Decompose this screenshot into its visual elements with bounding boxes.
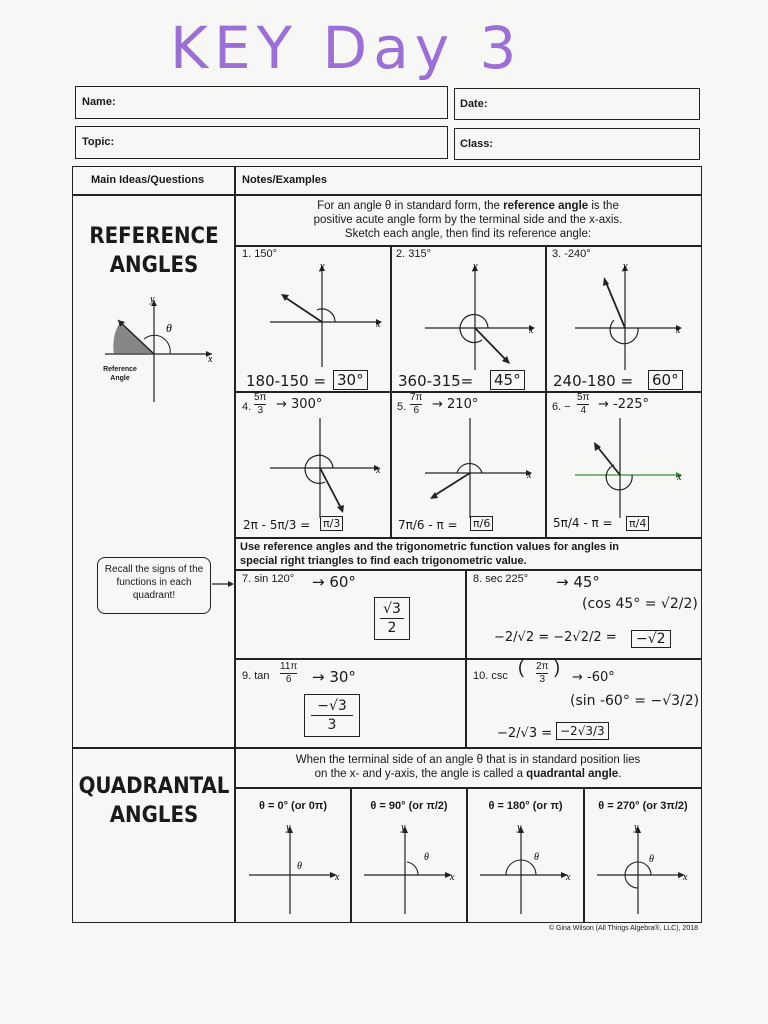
name-field[interactable] xyxy=(75,86,448,119)
svg-text:θ: θ xyxy=(424,852,429,863)
svg-text:θ: θ xyxy=(534,852,539,863)
quadrantal-90-label: θ = 90° (or π/2) xyxy=(370,800,448,812)
problem-6-sketch xyxy=(570,415,695,520)
theta-label: θ xyxy=(166,321,172,335)
problem-1-answer: 30° xyxy=(333,370,368,390)
divider xyxy=(235,245,701,247)
problem-7-answer: √3 2 xyxy=(374,597,410,640)
quadrantal-0-diagram xyxy=(245,822,345,918)
divider xyxy=(390,245,392,537)
date-field[interactable] xyxy=(454,88,700,120)
svg-text:y: y xyxy=(623,262,628,272)
reference-angle-diagram xyxy=(100,292,220,404)
svg-text:x: x xyxy=(450,872,455,883)
svg-text:y: y xyxy=(634,822,639,833)
reference-angles-title: REFERENCE ANGLES xyxy=(89,224,219,278)
problem-5-fraction: 7π 6 xyxy=(410,392,423,416)
problem-9-answer: −√3 3 xyxy=(304,694,360,737)
handwritten-title: KEY Day 3 xyxy=(170,14,523,82)
svg-text:y: y xyxy=(517,822,522,833)
problem-4-sketch xyxy=(265,415,390,520)
problem-8-answer: −√2 xyxy=(631,630,671,648)
problem-4-fraction: 5π 3 xyxy=(254,392,267,416)
problem-9-handwriting: → 30° xyxy=(312,668,356,686)
svg-text:x: x xyxy=(376,465,381,476)
svg-text:x: x xyxy=(208,354,213,365)
trig-instruction: Use reference angles and the trigonometric function values for angles in special right triangles to find each trigonometric value. xyxy=(240,541,619,567)
problem-10-answer: −2√3/3 xyxy=(556,722,609,740)
problem-9-label: 9. tan xyxy=(242,670,270,682)
problem-5-sketch xyxy=(420,415,545,520)
problem-10-fraction: 2π 3 xyxy=(536,661,549,685)
problem-10-label: 10. csc xyxy=(473,670,508,682)
column-header-right: Notes/Examples xyxy=(242,174,327,186)
quadrantal-180-label: θ = 180° (or π) xyxy=(488,800,563,812)
class-field[interactable] xyxy=(454,128,700,160)
name-label: Name: xyxy=(82,96,116,108)
problem-2-work: 360-315= xyxy=(398,372,474,390)
svg-text:x: x xyxy=(566,872,571,883)
problem-10-handwriting-note: (sin -60° = −√3/2) xyxy=(570,693,700,709)
problem-8-handwriting: → 45° xyxy=(556,573,600,591)
svg-text:y: y xyxy=(320,262,325,272)
svg-text:x: x xyxy=(335,872,340,883)
divider xyxy=(235,658,701,660)
problem-1-work: 180-150 = xyxy=(246,372,327,390)
problem-7-label: 7. sin 120° xyxy=(242,573,295,585)
divider xyxy=(72,194,702,196)
svg-text:x: x xyxy=(677,472,682,483)
divider xyxy=(235,537,701,539)
svg-text:x: x xyxy=(529,325,534,336)
problem-4-answer: π/3 xyxy=(320,516,343,531)
divider xyxy=(72,747,702,749)
recall-note: Recall the signs of the functions in each quadrant! xyxy=(97,557,211,614)
reference-angle-caption: Reference Angle xyxy=(103,366,137,382)
problem-5-label: 5. xyxy=(397,401,407,413)
problem-3-work: 240-180 = xyxy=(553,372,634,390)
problem-6-handwriting: → -225° xyxy=(598,397,650,412)
quadrantal-270-diagram xyxy=(593,822,693,918)
column-header-left: Main Ideas/Questions xyxy=(91,174,205,186)
paren-close: ) xyxy=(554,657,560,677)
problem-10-work: −2/√3 = xyxy=(497,726,553,741)
svg-text:x: x xyxy=(376,319,381,330)
problem-8-work: −2/√2 = −2√2/2 = xyxy=(494,630,617,645)
problem-2-label: 2. 315° xyxy=(396,248,431,260)
quadrantal-0-label: θ = 0° (or 0π) xyxy=(259,800,327,812)
svg-text:x: x xyxy=(683,872,688,883)
problem-1-sketch xyxy=(265,262,390,372)
problem-1-label: 1. 150° xyxy=(242,248,277,260)
divider xyxy=(465,569,467,747)
problem-7-handwriting: → 60° xyxy=(312,573,356,591)
svg-text:x: x xyxy=(527,470,532,481)
paren-open: ( xyxy=(518,657,524,677)
quadrantal-90-diagram xyxy=(360,822,460,918)
quadrantal-intro: When the terminal side of an angle θ that is in standard position lies on the x- and y-axis, the angle is called a quadrantal angle. xyxy=(295,754,641,780)
problem-5-work: 7π/6 - π = xyxy=(398,518,458,532)
divider xyxy=(235,787,701,789)
arrow-right-icon xyxy=(212,578,236,590)
topic-label: Topic: xyxy=(82,136,115,148)
date-label: Date: xyxy=(460,98,488,110)
svg-text:y: y xyxy=(286,822,291,833)
problem-6-fraction: 5π 4 xyxy=(577,392,590,416)
divider xyxy=(235,569,701,571)
problem-4-handwriting: → 300° xyxy=(276,397,323,412)
divider xyxy=(235,391,701,393)
copyright-footer: © Gina Wilson (All Things Algebra®, LLC), 2018 xyxy=(548,925,698,932)
problem-6-work: 5π/4 - π = xyxy=(553,516,613,530)
problem-8-handwriting-note: (cos 45° = √2/2) xyxy=(582,596,698,612)
problem-9-fraction: 11π 6 xyxy=(280,661,298,685)
problem-10-handwriting: → -60° xyxy=(572,670,615,685)
svg-text:x: x xyxy=(676,325,681,336)
reference-intro: For an angle θ in standard form, the reference angle is the positive acute angle form by the terminal side and the x-axis. Sketch each angle, then find its reference angle: xyxy=(313,200,623,240)
topic-field[interactable] xyxy=(75,126,448,159)
quadrantal-angles-title: QUADRANTAL ANGLES xyxy=(78,774,230,828)
problem-8-label: 8. sec 225° xyxy=(473,573,529,585)
problem-6-label: 6. − xyxy=(552,401,571,413)
svg-text:y: y xyxy=(150,294,155,305)
problem-4-work: 2π - 5π/3 = xyxy=(243,518,311,532)
quadrantal-270-label: θ = 270° (or 3π/2) xyxy=(598,800,688,812)
problem-4-label: 4. xyxy=(242,401,252,413)
problem-6-answer: π/4 xyxy=(626,516,649,531)
problem-3-sketch xyxy=(570,262,695,372)
problem-5-handwriting: → 210° xyxy=(432,397,479,412)
divider xyxy=(545,245,547,537)
problem-5-answer: π/6 xyxy=(470,516,493,531)
quadrantal-180-diagram xyxy=(476,822,576,918)
problem-2-sketch xyxy=(420,262,545,372)
svg-text:y: y xyxy=(401,822,406,833)
problem-3-answer: 60° xyxy=(648,370,683,390)
svg-text:θ: θ xyxy=(649,854,654,865)
problem-3-label: 3. -240° xyxy=(552,248,591,260)
class-label: Class: xyxy=(460,138,494,150)
svg-text:y: y xyxy=(473,262,478,272)
svg-text:θ: θ xyxy=(297,861,302,872)
problem-2-answer: 45° xyxy=(490,370,525,390)
